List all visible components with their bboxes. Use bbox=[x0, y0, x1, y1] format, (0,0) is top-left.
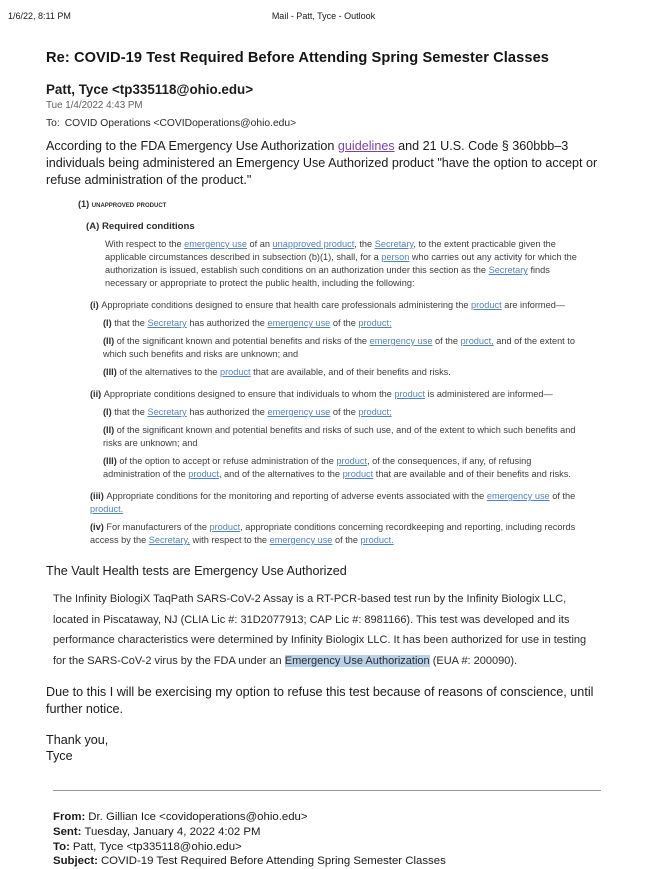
inline-link[interactable]: product bbox=[394, 389, 426, 399]
text-run: of the alternatives to the bbox=[119, 367, 220, 377]
inline-link[interactable]: product bbox=[342, 469, 374, 479]
infinity-quote-paragraph bbox=[53, 589, 593, 671]
legal-item bbox=[103, 455, 581, 481]
quoted-to-label: To: bbox=[53, 840, 70, 853]
text-run: of the option to accept or refuse administration of the bbox=[119, 456, 337, 466]
text-run: and of the extent to which such benefits and risks are unknown; and bbox=[103, 336, 575, 359]
text-run: Required conditions bbox=[101, 221, 195, 232]
print-header bbox=[0, 0, 647, 21]
legal-item bbox=[103, 424, 581, 450]
email-to-value: COVID Operations <COVIDoperations@ohio.edu> bbox=[64, 118, 297, 129]
inline-link[interactable]: product. bbox=[360, 535, 394, 545]
inline-link[interactable]: Secretary bbox=[147, 407, 187, 417]
text-run: with respect to the bbox=[189, 535, 270, 545]
text-run: unapproved product bbox=[91, 199, 167, 209]
text-run: who carries out any activity for which the authorization is issued, establish such conditions on an authorization under this section as the bbox=[105, 252, 577, 275]
text-run: Emergency Use Authorization bbox=[284, 654, 430, 667]
text-run: (EUA #: 200090). bbox=[429, 654, 518, 667]
legal-item bbox=[86, 220, 582, 233]
text-run: (A) bbox=[86, 221, 102, 232]
text-run: , appropriate conditions concerning recordkeeping and reporting, including records access by the bbox=[90, 522, 576, 545]
text-run: Appropriate conditions for the monitoring and reporting of adverse events associated with the bbox=[106, 491, 487, 501]
text-run: , the bbox=[354, 239, 375, 249]
text-run: According to the FDA Emergency Use Authorization bbox=[46, 139, 338, 153]
text-run: , to the extent practicable given the applicable circumstances described in subsection (b)(1), shall, for a bbox=[105, 239, 556, 262]
email-sender: Patt, Tyce <tp335118@ohio.edu> bbox=[46, 82, 254, 97]
inline-link[interactable]: emergency use bbox=[269, 535, 333, 545]
inline-link[interactable]: product; bbox=[358, 407, 392, 417]
text-run: has authorized the bbox=[186, 407, 268, 417]
inline-link[interactable]: product bbox=[219, 367, 251, 377]
inline-link[interactable]: unapproved product bbox=[272, 239, 355, 249]
text-run: With respect to the bbox=[105, 239, 185, 249]
text-run: , of the consequences, if any, of refusing administration of the bbox=[103, 456, 532, 479]
text-run: (1) bbox=[78, 199, 92, 209]
inline-link[interactable]: guidelines bbox=[337, 139, 395, 153]
quoted-subject-label: Subject: bbox=[53, 855, 98, 868]
email-content bbox=[46, 50, 601, 869]
text-run: (iii) bbox=[90, 491, 107, 501]
text-run: has authorized the bbox=[186, 318, 268, 328]
inline-link[interactable]: emergency use bbox=[267, 318, 331, 328]
text-run: (I) bbox=[103, 318, 115, 328]
signoff bbox=[46, 733, 601, 764]
inline-link[interactable]: Secretary bbox=[374, 239, 414, 249]
text-run: is administered are informed— bbox=[425, 389, 553, 399]
quoted-sent-value: Tuesday, January 4, 2022 4:02 PM bbox=[84, 825, 261, 838]
legal-item bbox=[90, 490, 578, 516]
quoted-to-line bbox=[53, 840, 601, 855]
closing-paragraph: Due to this I will be exercising my option to refuse this test because of reasons of conscience, until further notice. bbox=[46, 685, 594, 716]
legal-item bbox=[105, 238, 581, 290]
text-run: finds necessary or appropriate to protect the public health, including the following: bbox=[105, 265, 550, 288]
text-run: that are available, and of their benefits and risks. bbox=[250, 367, 451, 377]
text-run: of the bbox=[332, 535, 361, 545]
legal-item bbox=[103, 335, 581, 361]
print-title: Mail - Patt, Tyce - Outlook bbox=[271, 11, 376, 21]
text-run: that are available and of their benefits and risks. bbox=[373, 469, 571, 479]
text-run: (i) bbox=[90, 300, 102, 310]
inline-link[interactable]: product bbox=[188, 469, 219, 479]
inline-link[interactable]: emergency use bbox=[267, 407, 331, 417]
text-run: of the bbox=[549, 491, 576, 501]
intro-paragraph bbox=[46, 138, 601, 189]
inline-link[interactable]: product bbox=[471, 300, 502, 310]
quoted-from-line bbox=[53, 810, 601, 825]
legal-item bbox=[90, 521, 578, 547]
text-run: , and of the alternatives to the bbox=[218, 469, 343, 479]
inline-link[interactable]: emergency use bbox=[369, 336, 433, 346]
legal-item bbox=[90, 299, 578, 312]
text-run: (II) bbox=[103, 425, 117, 435]
legal-item bbox=[103, 366, 581, 379]
text-run: (II) bbox=[103, 336, 117, 346]
print-datetime: 1/6/22, 8:11 PM bbox=[8, 11, 71, 21]
inline-link[interactable]: Secretary bbox=[147, 318, 187, 328]
inline-link[interactable]: product; bbox=[358, 318, 392, 328]
text-run: (iv) bbox=[90, 522, 107, 532]
legal-item bbox=[103, 317, 581, 330]
quoted-subject-value: COVID-19 Test Required Before Attending Spring Semester Classes bbox=[100, 855, 446, 868]
signoff-line-2: Tyce bbox=[46, 748, 73, 763]
to-label: To: bbox=[46, 118, 60, 129]
text-run: are informed— bbox=[501, 300, 565, 310]
text-run: (III) bbox=[103, 367, 120, 377]
quoted-to-value: Patt, Tyce <tp335118@ohio.edu> bbox=[72, 840, 242, 853]
legal-citation-block bbox=[46, 198, 582, 547]
text-run: The Infinity BiologiX TaqPath SARS-CoV-2 Assay is a RT-PCR-based test run by the Infinity Biologix LLC, located in Piscataway, NJ (CLIA Lic #: 31D2077913; CAP Lic #: 8981166). This test was developed and its performance characteristics were determined by Infinity Biologix LLC. It has been authorized for use in testing for the SARS-CoV-2 virus by the FDA under an bbox=[53, 593, 587, 667]
text-run: that the bbox=[114, 407, 148, 417]
text-run: that the bbox=[114, 318, 148, 328]
text-run: Appropriate conditions designed to ensure that health care professionals administering the bbox=[101, 300, 472, 310]
email-to-line bbox=[46, 118, 601, 129]
text-run: (III) bbox=[103, 456, 120, 466]
text-run: of the bbox=[432, 336, 461, 346]
signoff-line-1: Thank you, bbox=[46, 733, 109, 747]
email-sent-date: Tue 1/4/2022 4:43 PM bbox=[46, 100, 143, 111]
text-run: and 21 U.S. Code § 360bbb–3 individuals being administered an Emergency Use Authorized product "have the option to accept or refuse administration of the product." bbox=[46, 139, 598, 187]
inline-link[interactable]: Secretary, bbox=[148, 535, 190, 545]
inline-link[interactable]: emergency use bbox=[184, 239, 247, 249]
legal-item bbox=[78, 198, 582, 211]
inline-link[interactable]: Secretary bbox=[488, 265, 528, 275]
email-subject: Re: COVID-19 Test Required Before Attending Spring Semester Classes bbox=[46, 50, 550, 66]
text-run: Appropriate conditions designed to ensure that individuals to whom the bbox=[103, 389, 395, 399]
text-run: of an bbox=[246, 239, 273, 249]
text-run: of the bbox=[330, 318, 359, 328]
legal-item bbox=[103, 406, 581, 419]
inline-link[interactable]: product, bbox=[460, 336, 494, 346]
text-run: For manufacturers of the bbox=[106, 522, 210, 532]
quoted-message-header bbox=[53, 810, 601, 869]
text-run: of the bbox=[330, 407, 359, 417]
text-run: of the significant known and potential benefits and risks of the bbox=[116, 336, 370, 346]
quoted-from-label: From: bbox=[53, 811, 86, 823]
text-run: of the significant known and potential benefits and risks of such use, and of the extent to which such benefits and risks are unknown; and bbox=[103, 425, 576, 448]
inline-link[interactable]: product. bbox=[90, 504, 124, 514]
inline-link[interactable]: person bbox=[381, 252, 410, 262]
text-run: (ii) bbox=[90, 389, 104, 399]
quoted-sent-label: Sent: bbox=[53, 825, 82, 838]
inline-link[interactable]: emergency use bbox=[486, 491, 550, 501]
vault-statement: The Vault Health tests are Emergency Use Authorized bbox=[46, 564, 347, 578]
inline-link[interactable]: product bbox=[336, 456, 368, 466]
text-run: (I) bbox=[103, 407, 115, 417]
inline-link[interactable]: product bbox=[209, 522, 241, 532]
quoted-message-divider bbox=[53, 790, 601, 791]
quoted-sent-line bbox=[53, 825, 601, 840]
quoted-subject-line bbox=[53, 854, 601, 869]
legal-item bbox=[90, 388, 578, 401]
quoted-from-value: Dr. Gillian Ice <covidoperations@ohio.edu> bbox=[88, 811, 308, 823]
